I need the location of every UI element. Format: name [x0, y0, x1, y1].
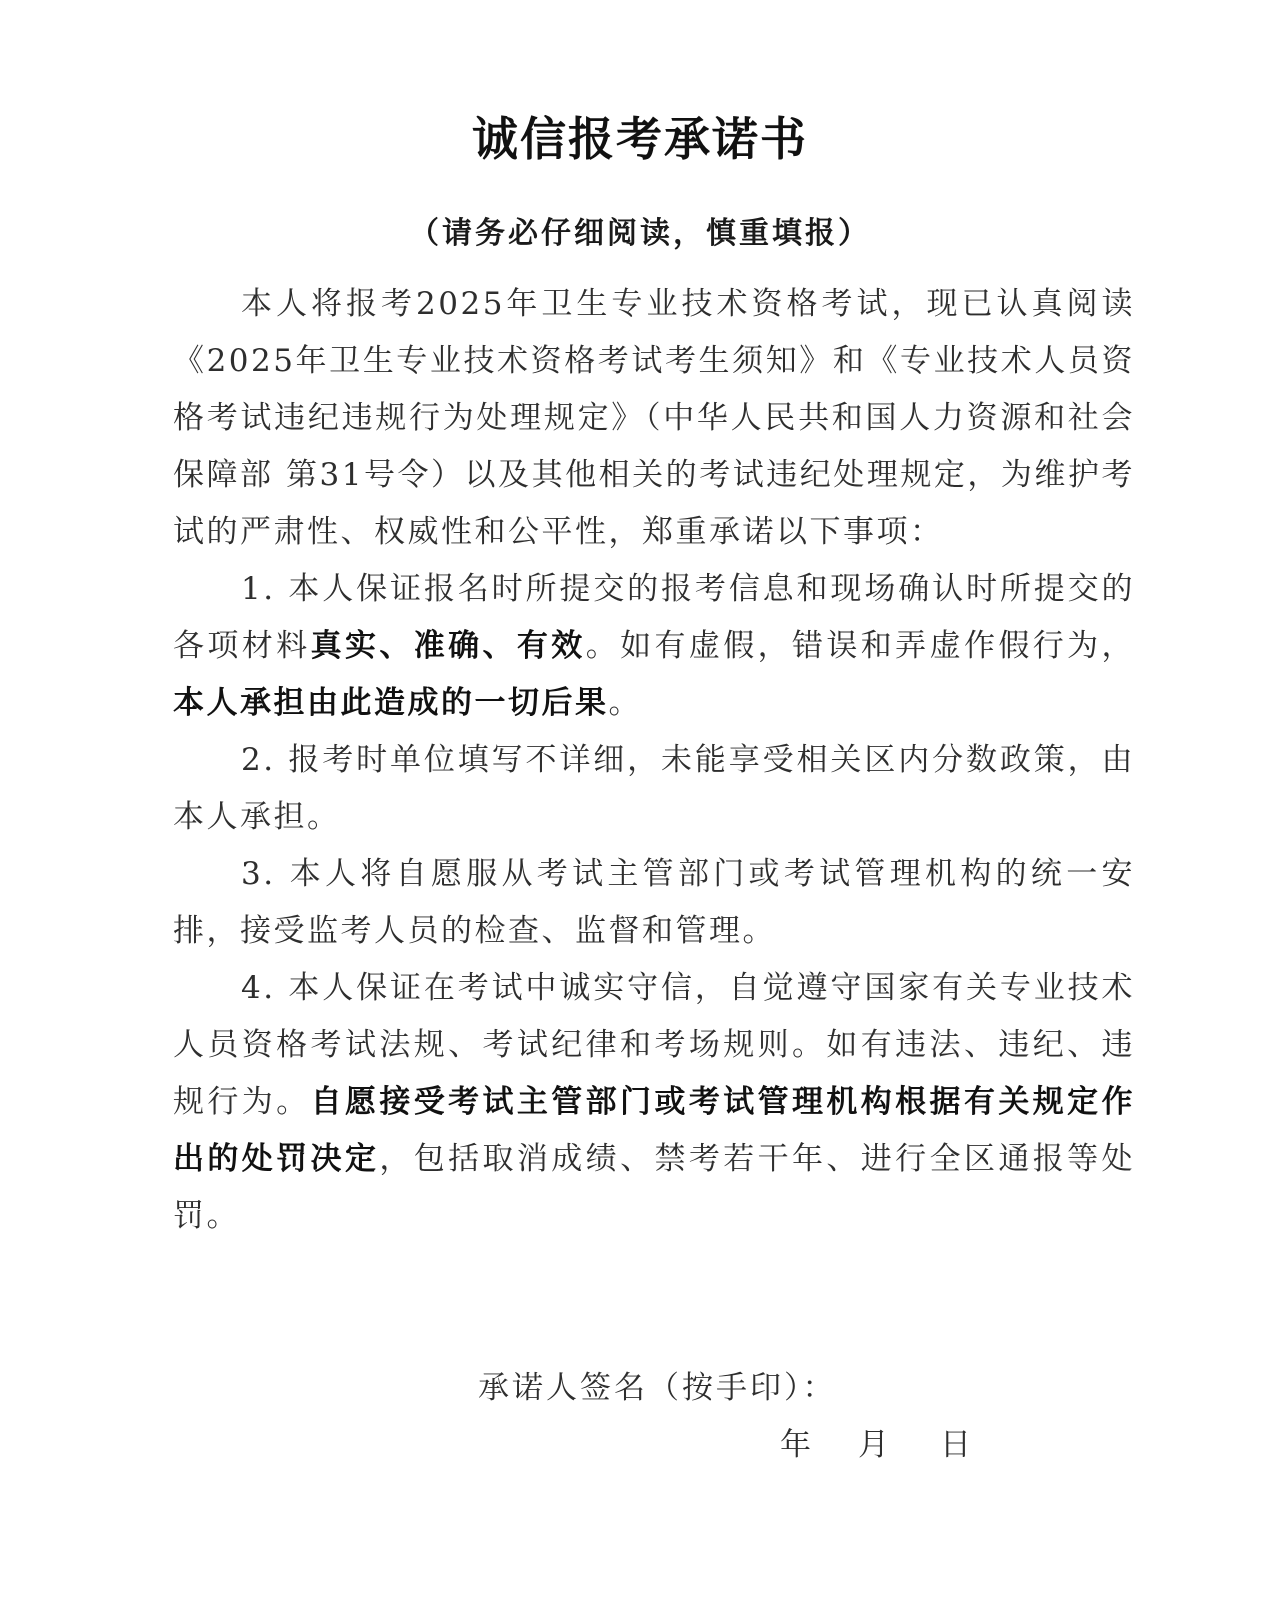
date-month-label: 月	[858, 1427, 889, 1463]
commitment-item-4	[173, 960, 1135, 1245]
commitment-item-2: 2. 报考时单位填写不详细，未能享受相关区内分数政策，由本人承担。	[173, 742, 1135, 835]
item-1-text-a: 1. 本人保证报名时所提交的报考信息和现场确认时所提交的各项材料	[173, 571, 1135, 664]
item-4-text-b: ，包括取消成绩、禁考若干年、进行全区通报等处罚。	[173, 1141, 1136, 1234]
date-year-label: 年	[780, 1427, 811, 1463]
item-1-text-b: 。如有虚假，错误和弄虚作假行为，	[585, 628, 1136, 664]
item-1-text-c: 。	[608, 685, 642, 721]
date-day-label: 日	[940, 1427, 971, 1463]
signature-label: 承诺人签名（按手印）：	[478, 1370, 837, 1406]
item-1-emphasis-a: 真实、准确、有效	[310, 628, 586, 664]
intro-paragraph: 本人将报考2025年卫生专业技术资格考试，现已认真阅读《2025年卫生专业技术资格考试考生须知》和《专业技术人员资格考试违纪违规行为处理规定》（中华人民共和国人力资源和社会保障部 第31号令）以及其他相关的考试违纪处理规定，为维护考试的严肃性、权威性和公平性，郑重承诺以下事项：	[173, 286, 1135, 550]
document-body	[173, 276, 1135, 1245]
commitment-item-3: 3. 本人将自愿服从考试主管部门或考试管理机构的统一安排，接受监考人员的检查、监督和管理。	[173, 856, 1135, 949]
document-title: 诚信报考承诺书	[472, 112, 808, 166]
commitment-item-1	[173, 561, 1135, 732]
item-4-text-a: 4. 本人保证在考试中诚实守信，自觉遵守国家有关专业技术人员资格考试法规、考试纪律和考场规则。如有违法、违纪、违规行为。	[173, 970, 1135, 1120]
item-4-emphasis: 自愿接受考试主管部门或考试管理机构根据有关规定作出的处罚决定	[173, 1084, 1136, 1177]
item-1-emphasis-b: 本人承担由此造成的一切后果	[173, 685, 609, 721]
document-subtitle: （请务必仔细阅读，慎重填报）	[409, 216, 871, 251]
